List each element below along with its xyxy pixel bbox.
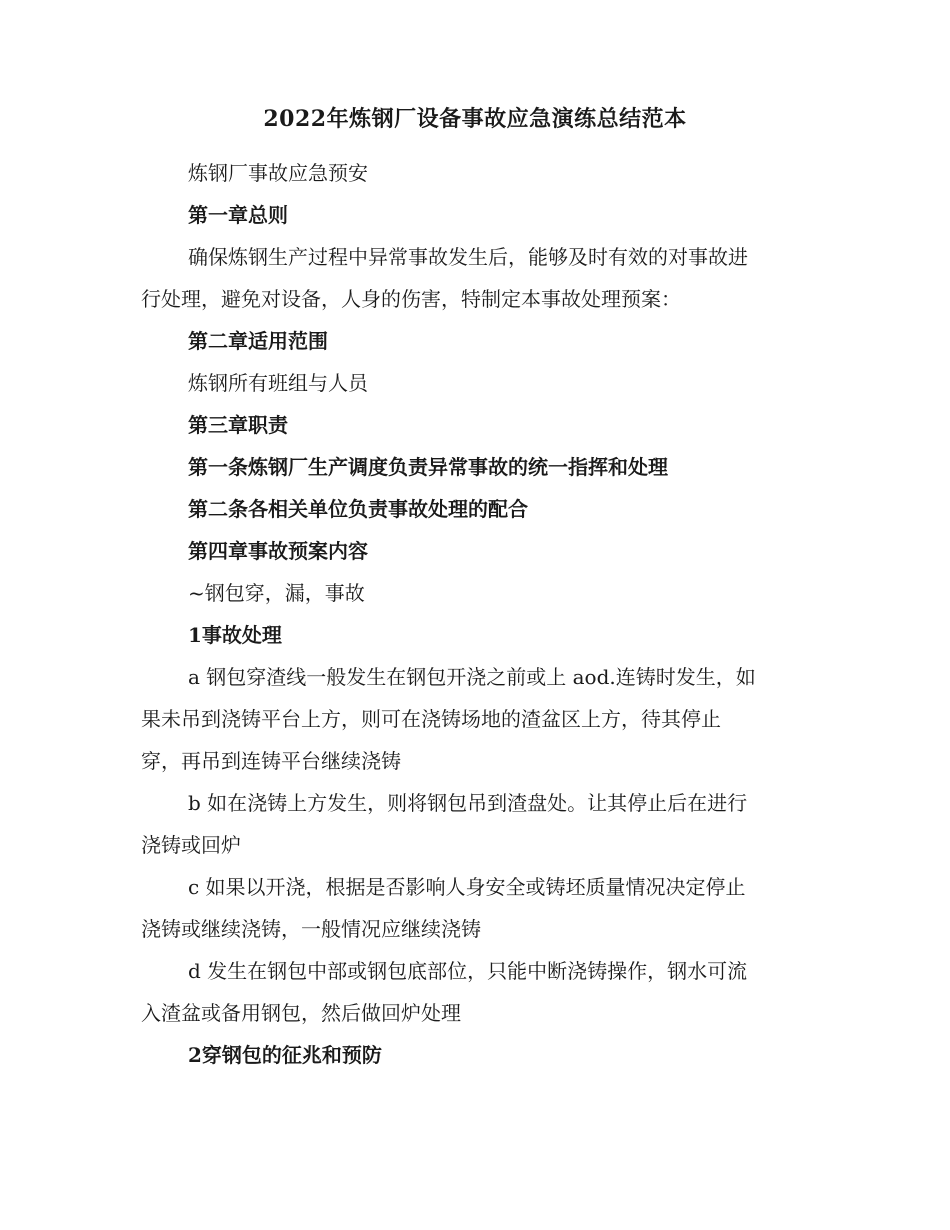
body-line: 浇铸或继续浇铸，一般情况应继续浇铸	[141, 917, 481, 941]
section-heading: 第四章事故预案内容	[188, 539, 368, 563]
section-heading: 第一章总则	[188, 203, 288, 227]
body-line: a 钢包穿渣线一般发生在钢包开浇之前或上 aod.连铸时发生，如	[188, 665, 756, 689]
document-title: 2022年炼钢厂设备事故应急演练总结范本	[263, 106, 687, 132]
body-line: 浇铸或回炉	[141, 833, 241, 857]
document-body	[141, 152, 811, 1076]
section-heading: 1事故处理	[188, 623, 282, 647]
body-line: 炼钢所有班组与人员	[188, 371, 368, 395]
body-line: b 如在浇铸上方发生，则将钢包吊到渣盘处。让其停止后在进行	[188, 791, 748, 815]
body-line: c 如果以开浇，根据是否影响人身安全或铸坯质量情况决定停止	[188, 875, 746, 899]
section-heading: 第二章适用范围	[188, 329, 328, 353]
body-line: d 发生在钢包中部或钢包底部位，只能中断浇铸操作，钢水可流	[188, 959, 748, 983]
section-heading: 2穿钢包的征兆和预防	[188, 1043, 382, 1067]
body-line: 果未吊到浇铸平台上方，则可在浇铸场地的渣盆区上方，待其停止	[141, 707, 721, 731]
body-line: 确保炼钢生产过程中异常事故发生后，能够及时有效的对事故进	[188, 245, 748, 269]
body-line: 穿，再吊到连铸平台继续浇铸	[141, 749, 401, 773]
section-heading: 第三章职责	[188, 413, 288, 437]
body-line: ~钢包穿，漏，事故	[188, 581, 365, 605]
body-line: 入渣盆或备用钢包，然后做回炉处理	[141, 1001, 461, 1025]
body-line: 炼钢厂事故应急预安	[188, 161, 368, 185]
section-heading: 第二条各相关单位负责事故处理的配合	[188, 497, 528, 521]
section-heading: 第一条炼钢厂生产调度负责异常事故的统一指挥和处理	[188, 455, 668, 479]
body-line: 行处理，避免对设备，人身的伤害，特制定本事故处理预案：	[141, 287, 681, 311]
